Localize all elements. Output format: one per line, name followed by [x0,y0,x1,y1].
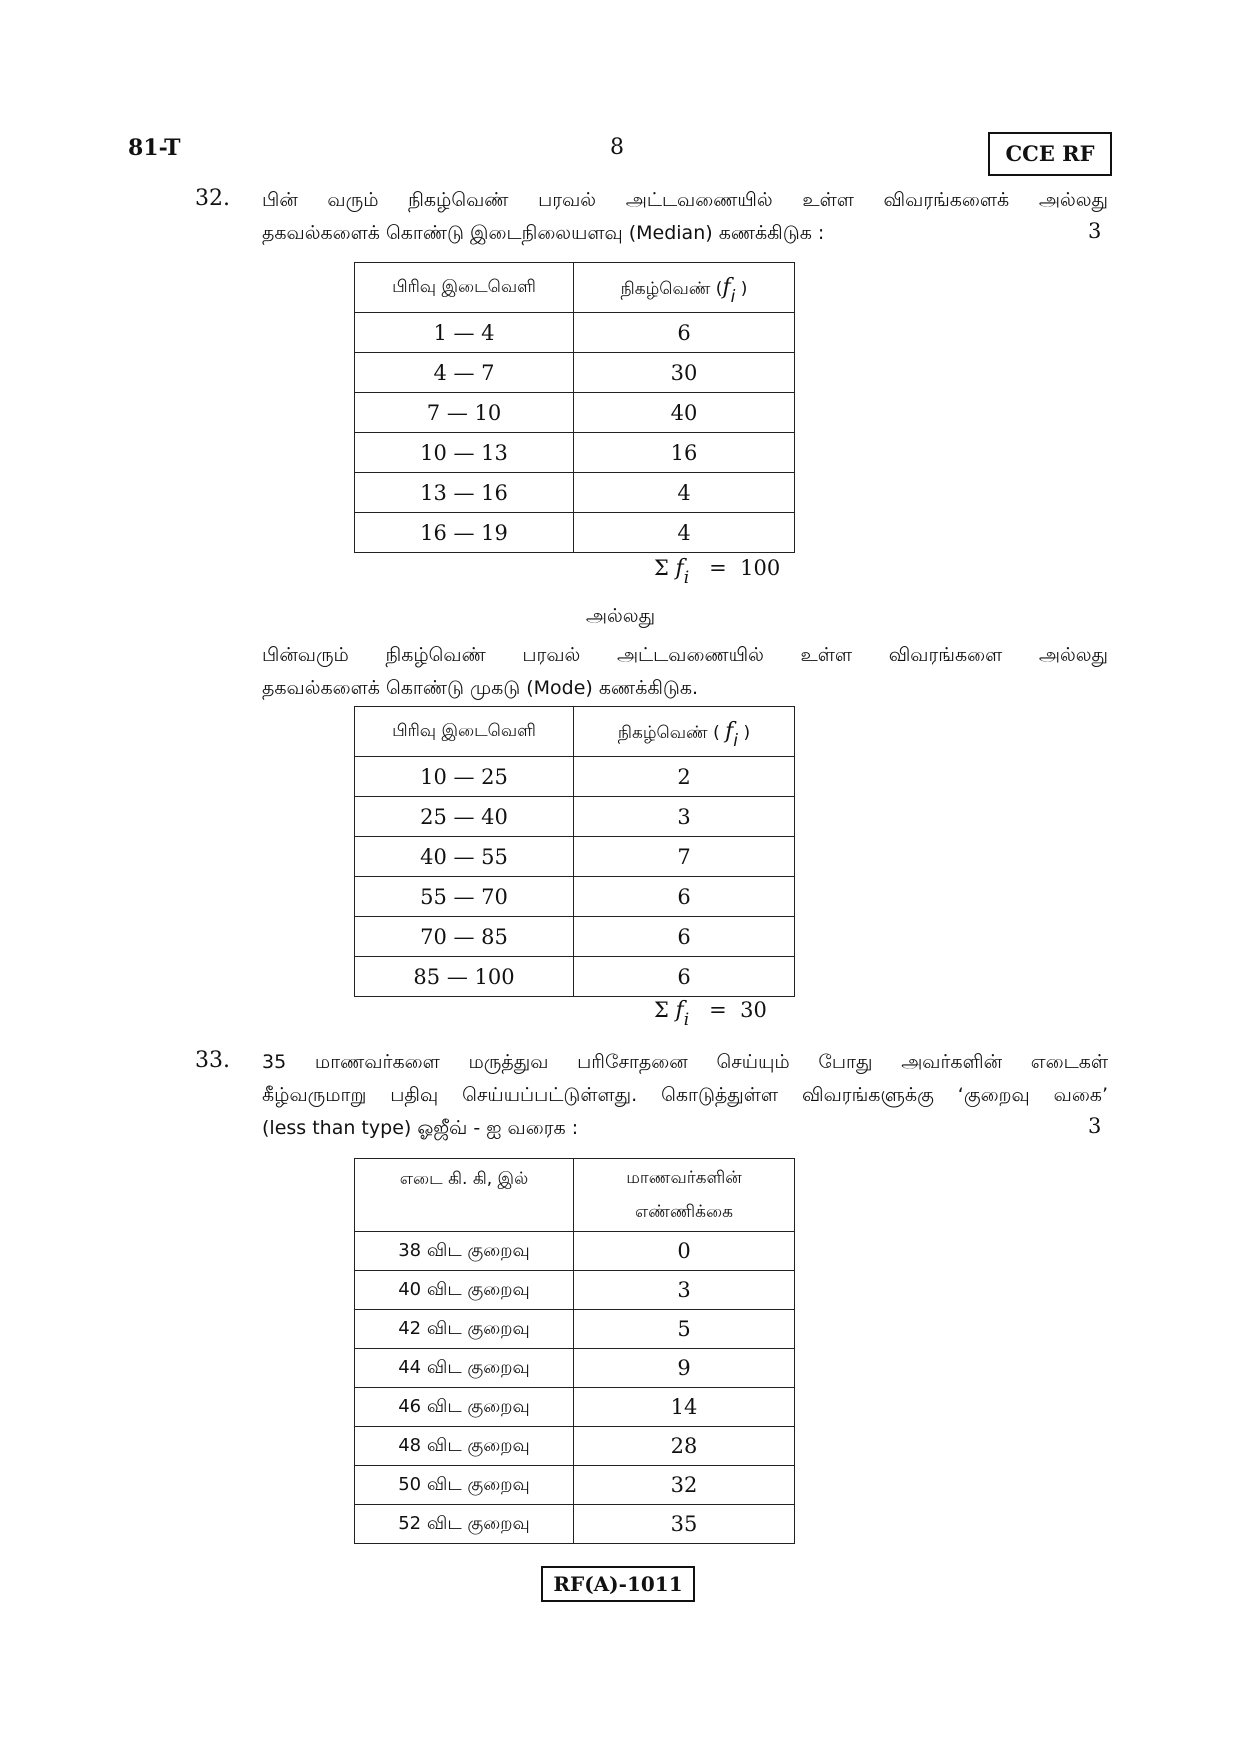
table3-cell-weight: 44 விட குறைவு [355,1349,574,1388]
table3-cell-count: 5 [574,1310,795,1349]
table2-cell-frequency: 3 [574,797,795,837]
question-32-alt-line2: தகவல்களைக் கொண்டு முகடு (Mode) கணக்கிடுக. [262,677,699,699]
table3-cell-count: 28 [574,1427,795,1466]
table3-cell-weight: 42 விட குறைவு [355,1310,574,1349]
table1-cell-frequency: 16 [574,433,795,473]
table1-cell-interval: 1 — 4 [355,313,574,353]
table1-cell-frequency: 4 [574,473,795,513]
table3-cell-count: 32 [574,1466,795,1505]
question-32-alt-line1: பின்வரும் நிகழ்வெண் பரவல் அட்டவணையில் உள்ள விவரங்களை அல்லது [262,644,1108,666]
table1-cell-interval: 13 — 16 [355,473,574,513]
table2-cell-frequency: 6 [574,957,795,997]
question-32-line2: தகவல்களைக் கொண்டு இடைநிலையளவு (Median) கணக்கிடுக : [262,222,825,244]
table1-cell-frequency: 40 [574,393,795,433]
table2-sum: Σ $f_i$ = 30 [654,998,767,1030]
table3-cell-count: 35 [574,1505,795,1544]
question-32-marks: 3 [1088,219,1102,243]
table2-cell-interval: 70 — 85 [355,917,574,957]
table1-cell-interval: 4 — 7 [355,353,574,393]
question-33-number: 33. [195,1048,230,1073]
paper-series-box: CCE RF [988,132,1112,176]
table2-cell-frequency: 2 [574,757,795,797]
question-33-marks: 3 [1088,1114,1102,1138]
table1-sum: Σ $f_i$ = 100 [654,556,781,588]
question-33-line3: (less than type) ஓஜீவ் - ஐ வரைக : [262,1117,579,1139]
table2-header-class-interval: பிரிவு இடைவெளி [355,707,574,757]
table2-cell-interval: 55 — 70 [355,877,574,917]
table3-cell-weight: 48 விட குறைவு [355,1427,574,1466]
paper-code: 81-T [128,135,181,161]
table1-cell-frequency: 6 [574,313,795,353]
page-number: 8 [610,135,624,160]
table3-cell-count: 0 [574,1232,795,1271]
table1-cell-interval: 16 — 19 [355,513,574,553]
table3-cell-weight: 38 விட குறைவு [355,1232,574,1271]
question-33-line1: 35 மாணவர்களை மருத்துவ பரிசோதனை செய்யும் போது அவர்களின் எடைகள் [262,1051,1108,1073]
question-32-line1: பின் வரும் நிகழ்வெண் பரவல் அட்டவணையில் உள்ள விவரங்களைக் அல்லது [262,189,1108,211]
table2-cell-frequency: 7 [574,837,795,877]
table3-header-weight: எடை கி. கி, இல் [355,1159,574,1232]
table3-cell-weight: 50 விட குறைவு [355,1466,574,1505]
table3-cell-weight: 52 விட குறைவு [355,1505,574,1544]
mode-frequency-table [354,706,795,997]
table1-cell-frequency: 4 [574,513,795,553]
weight-ogive-table [354,1158,795,1544]
table3-cell-weight: 40 விட குறைவு [355,1271,574,1310]
or-separator: அல்லது [585,605,656,627]
table1-header-frequency: நிகழ்வெண் (fi ) [574,263,795,313]
question-33-line2: கீழ்வருமாறு பதிவு செய்யப்பட்டுள்ளது. கொடுத்துள்ள விவரங்களுக்கு ‘குறைவு வகை’ [262,1084,1108,1106]
table3-cell-count: 3 [574,1271,795,1310]
table2-cell-interval: 85 — 100 [355,957,574,997]
table3-cell-count: 14 [574,1388,795,1427]
table1-header-class-interval: பிரிவு இடைவெளி [355,263,574,313]
table1-cell-interval: 10 — 13 [355,433,574,473]
table1-cell-frequency: 30 [574,353,795,393]
table2-header-frequency: நிகழ்வெண் ( fi ) [574,707,795,757]
table1-cell-interval: 7 — 10 [355,393,574,433]
table3-header-students: மாணவர்களின் எண்ணிக்கை [574,1159,795,1232]
table2-cell-frequency: 6 [574,917,795,957]
table2-cell-frequency: 6 [574,877,795,917]
footer-code-box: RF(A)-1011 [541,1566,695,1602]
median-frequency-table [354,262,795,553]
table2-cell-interval: 10 — 25 [355,757,574,797]
question-32-number: 32. [195,186,230,211]
table3-cell-weight: 46 விட குறைவு [355,1388,574,1427]
table3-cell-count: 9 [574,1349,795,1388]
table2-cell-interval: 40 — 55 [355,837,574,877]
table2-cell-interval: 25 — 40 [355,797,574,837]
